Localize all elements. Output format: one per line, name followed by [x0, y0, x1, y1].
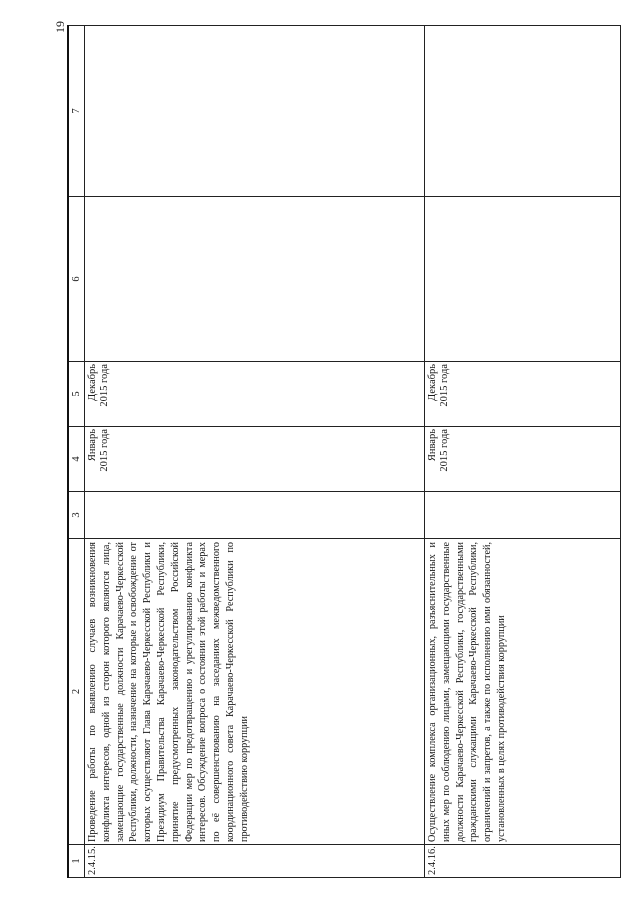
- row-number: 2.4.16.: [425, 845, 621, 878]
- start-year: 2015 года: [99, 429, 110, 472]
- page-number: 19: [53, 21, 67, 33]
- plan-table: [67, 25, 621, 878]
- table-row: [85, 26, 425, 878]
- row-end-date: [425, 362, 621, 427]
- header-col-2: 2: [68, 539, 85, 845]
- row-col-3: [425, 492, 621, 539]
- end-year: 2015 года: [99, 364, 110, 407]
- row-number: 2.4.15.: [85, 845, 425, 878]
- end-month: Декабрь: [427, 364, 438, 401]
- row-description: Осуществление комплекса организационных, разъяснительных и иных мер по соблюдению лицами, замещающими государственные должности Карачаево-Черкесской Республики, государственными гражданскими служащими Карачаево-Черкесской Республики, ограничений и запретов, а также по исполнению ими обязанностей, установленных в целях противодействия коррупции: [425, 539, 621, 845]
- table-header-row: [68, 26, 85, 878]
- end-month: Декабрь: [87, 364, 98, 401]
- rotated-page: [46, 18, 621, 878]
- row-description: Проведение работы по выявлению случаев возникновения конфликта интересов, одной из сторон которого являются лица, замещающие государственные должности Карачаево-Черкесской Республики, должности, назначение на которые и освобождение от которых осуществляют Глава Карачаево-Черкесской Республики и Президиум Правительства Карачаево-Черкесской Республики, принятие предусмотренных законодательством Российской Федерации мер по предотвращению и урегулированию конфликта интересов. Обсуждение вопроса о состоянии этой работы и мерах по её совершенствованию на заседаниях межведомственного координационного совета Карачаево-Черкесской Республики по противодействию коррупции: [85, 539, 425, 845]
- row-start-date: [85, 427, 425, 492]
- header-col-3: 3: [68, 492, 85, 539]
- header-col-6: 6: [68, 197, 85, 362]
- row-end-date: [85, 362, 425, 427]
- header-col-1: 1: [68, 845, 85, 878]
- header-col-4: 4: [68, 427, 85, 492]
- row-col-7: [85, 26, 425, 197]
- header-col-5: 5: [68, 362, 85, 427]
- start-month: Январь: [427, 429, 438, 462]
- header-col-7: 7: [68, 26, 85, 197]
- row-start-date: [425, 427, 621, 492]
- table-row: [425, 26, 621, 878]
- start-year: 2015 года: [439, 429, 450, 472]
- row-col-7: [425, 26, 621, 197]
- row-col-6: [425, 197, 621, 362]
- end-year: 2015 года: [439, 364, 450, 407]
- row-col-3: [85, 492, 425, 539]
- start-month: Январь: [87, 429, 98, 462]
- row-col-6: [85, 197, 425, 362]
